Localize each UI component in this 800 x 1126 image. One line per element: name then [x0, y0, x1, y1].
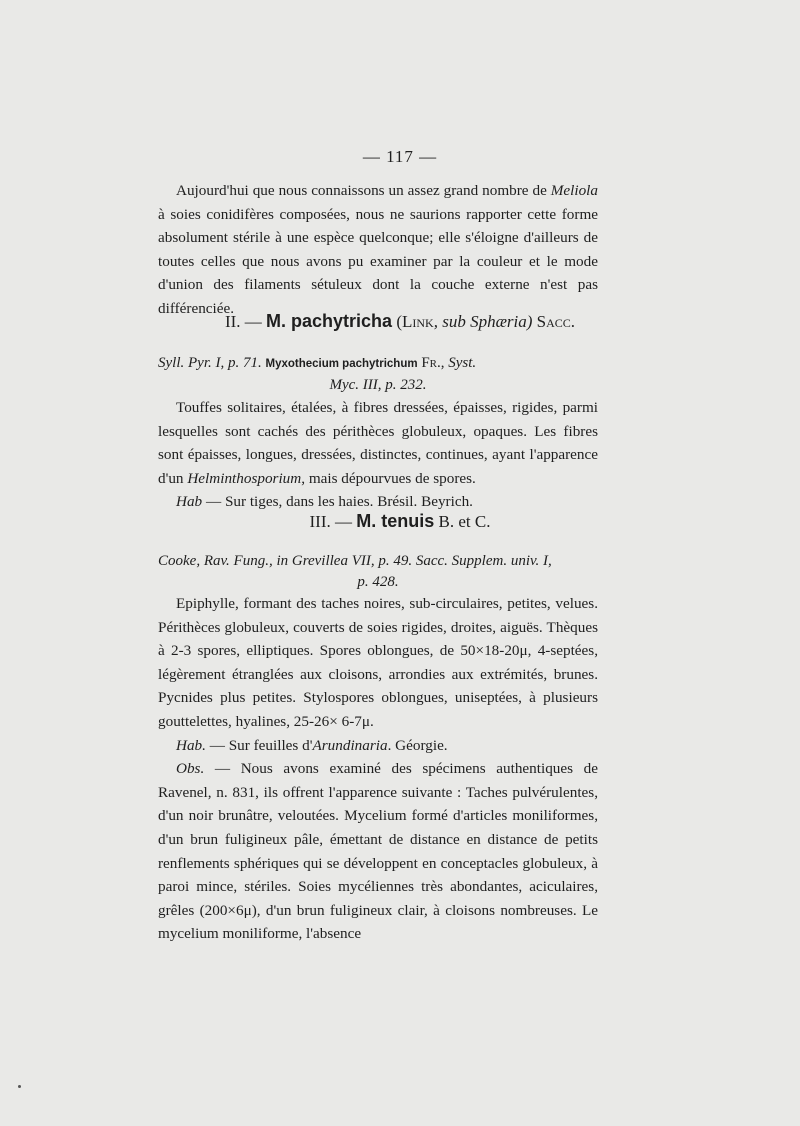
species-2-ref-a: Syll. Pyr. I, p. 71. — [158, 355, 262, 371]
species-2-author: Link — [401, 312, 434, 331]
species-2-sub: , sub Sphæria) — [433, 312, 533, 331]
intro-genus: Meliola — [550, 182, 598, 199]
species-2-ref-c: Fr., — [421, 355, 449, 371]
intro-paragraph — [158, 179, 598, 321]
species-2-name: M. pachytricha — [266, 311, 393, 331]
intro-text: à soies conidifères composées, nous ne saurions rapporter cette forme absolument stérile à une espèce quelconque; elle s'éloigne d'ailleurs de toutes celles que nous avons pu examiner par la couleur et le mode d'union des filaments sétuleux dont la couche externe n'est pas différenciée. — [158, 205, 598, 317]
species-2-description — [158, 396, 598, 514]
species-3-description — [158, 592, 598, 946]
species-3-hab-genus: Arundinaria — [312, 736, 388, 754]
species-2-ref-e: Myc. III, p. 232. — [329, 377, 427, 393]
species-2-author-open: ( — [396, 312, 402, 331]
species-3-desc-text: Epiphylle, formant des taches noires, sub-circulaires, petites, velues. Périthèces globuleux, couverts de soies rigides, droites, aiguës. Thèques à 2-3 spores, elliptiques. Spores oblongues, de 50×18-20μ, 4-septées, légèrement étranglées aux cloisons, arrondies aux extrémités, brunes. Pycnides plus petites. Stylospores oblongues, uniseptées, à plusieurs gouttelettes, hyalines, 25-26× 6-7μ. — [158, 595, 598, 730]
species-3-hab-end: . Géorgie. — [387, 736, 448, 754]
species-2-hab-text: — Sur tiges, dans les haies. Brésil. Beyrich. — [202, 493, 473, 511]
species-2-desc-end: , mais dépourvues de spores. — [301, 469, 476, 487]
margin-speck — [18, 1085, 21, 1088]
species-3-ref-line1: Cooke, Rav. Fung., in Grevillea VII, p. 49. Sacc. Supplem. univ. I, — [158, 553, 552, 569]
species-3-hab-text: — Sur feuilles d' — [205, 736, 313, 754]
species-2-desc-text: Touffes solitaires, étalées, à fibres dressées, épaisses, rigides, parmi lesquelles sont cachés des périthèces globuleux, opaques. Les fibres sont épaisses, longues, dressées, distinctes, continues, ayant l'apparence d'un — [158, 399, 598, 487]
species-3-name: M. tenuis — [356, 511, 435, 531]
species-3-habitat — [158, 734, 598, 758]
species-2-ref-b: Myxothecium pachytrichum — [265, 358, 418, 370]
species-2-genus-ref: Helminthosporium — [187, 469, 302, 487]
species-2-heading — [0, 311, 800, 332]
intro-lead: Aujourd'hui que nous connaissons un assez grand nombre de — [176, 182, 551, 199]
species-3-heading — [0, 511, 800, 532]
species-2-hab-label: Hab — [176, 493, 203, 511]
species-2-numeral: II. — — [224, 312, 262, 331]
species-3-obs-text: — Nous avons examiné des spécimens authentiques de Ravenel, n. 831, ils offrent l'apparence suivante : Taches pulvérulentes, d'un noir brunâtre, veloutées. Mycelium formé d'articles moniliformes, d'un brun fuligineux pâle, émettant de distance en distance de petits renflements sphériques qui se développent en conceptacles globuleux, à paroi mince, stériles. Soies mycéliennes très abondantes, aciculaires, grêles (200×6μ), d'un brun fuligineux clair, à cloisons nombreuses. Le mycelium moniliforme, l'absence — [158, 760, 598, 943]
species-3-hab-label: Hab. — [176, 736, 206, 754]
species-3-numeral: III. — — [309, 512, 352, 531]
species-3-reference — [158, 551, 598, 593]
species-3-author: B. et C. — [438, 512, 491, 531]
species-2-reference — [158, 353, 598, 396]
species-3-observations — [158, 757, 598, 946]
species-2-author2: Sacc. — [536, 312, 576, 331]
species-3-obs-label: Obs. — [176, 760, 205, 778]
page-number: — 117 — — [362, 147, 438, 166]
species-2-ref-d: Syst. — [448, 355, 477, 371]
species-3-ref-line2: p. 428. — [357, 574, 399, 590]
